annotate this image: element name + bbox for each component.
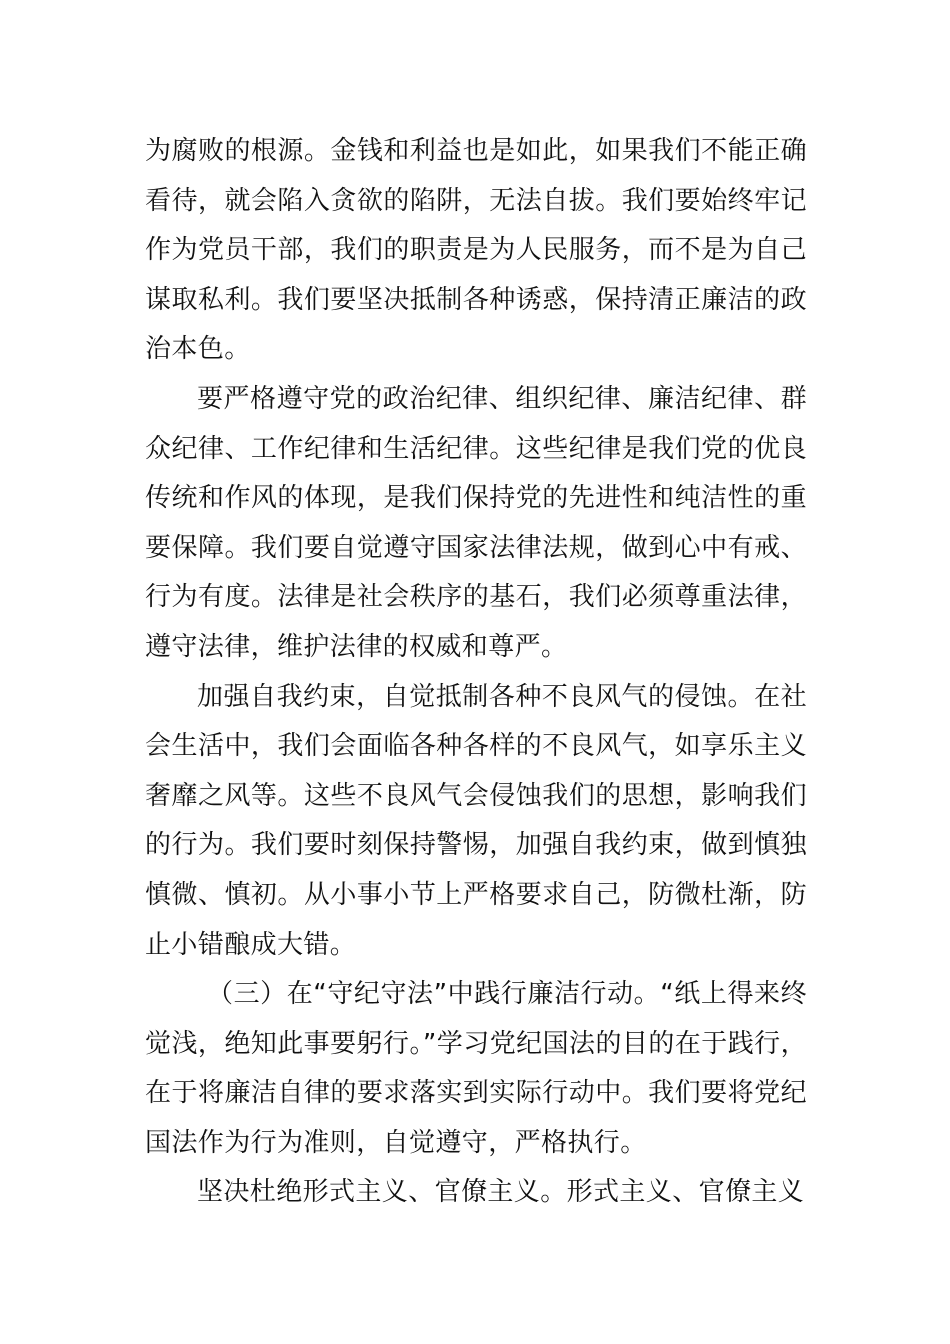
paragraph-5: 坚决杜绝形式主义、官僚主义。形式主义、官僚主义 bbox=[197, 1177, 805, 1208]
paragraph-2: 要严格遵守党的政治纪律、组织纪律、廉洁纪律、群众纪律、工作纪律和生活纪律。这些纪律是我们党的优良传统和作风的体现，是我们保持党的先进性和纯洁性的重要保障。我们要自觉遵守国家法律法规，做到心中有戒、行为有度。法律是社会秩序的基石，我们必须尊重法律，遵守法律，维护法律的权威和尊严。 bbox=[145, 383, 807, 662]
paragraph-3: 加强自我约束，自觉抵制各种不良风气的侵蚀。在社会生活中，我们会面临各种各样的不良风气，如享乐主义奢靡之风等。这些不良风气会侵蚀我们的思想，影响我们的行为。我们要时刻保持警惕，加强自我约束，做到慎独慎微、慎初。从小事小节上严格要求自己，防微杜渐，防止小错酿成大错。 bbox=[145, 681, 807, 960]
paragraph-1: 为腐败的根源。金钱和利益也是如此，如果我们不能正确看待，就会陷入贪欲的陷阱，无法自拔。我们要始终牢记作为党员干部，我们的职责是为人民服务，而不是为自己谋取私利。我们要坚决抵制各种诱惑，保持清正廉洁的政治本色。 bbox=[145, 136, 807, 365]
document-body bbox=[145, 127, 807, 1218]
paragraph-4-section-heading: （三）在“守纪守法”中践行廉洁行动。“纸上得来终觉浅，绝知此事要躬行。”学习党纪国法的目的在于践行，在于将廉洁自律的要求落实到实际行动中。我们要将党纪国法作为行为准则，自觉遵守，严格执行。 bbox=[145, 979, 807, 1158]
